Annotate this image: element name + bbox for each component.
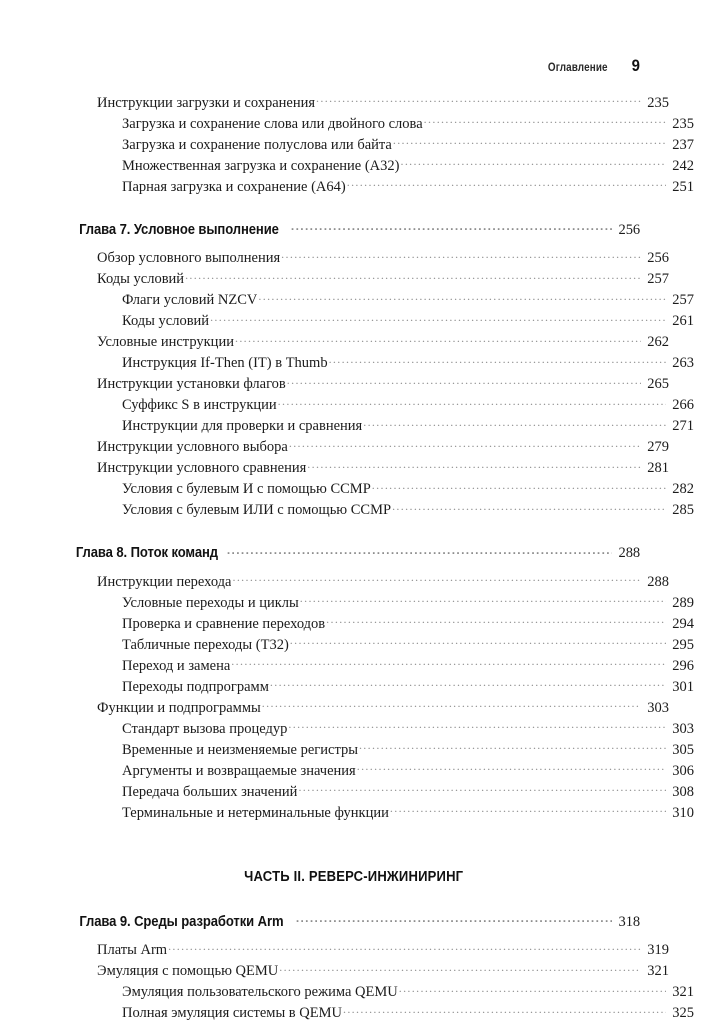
toc-subsection-entry[interactable] bbox=[122, 353, 694, 374]
toc-subsection-entry-page-number: 266 bbox=[672, 397, 694, 413]
toc-subsection-entry-page-number: 305 bbox=[672, 741, 694, 758]
toc-subsection-entry-page-number: 261 bbox=[672, 313, 694, 329]
dot-leader bbox=[291, 219, 612, 234]
toc-subsection-entry[interactable] bbox=[122, 739, 694, 760]
toc-subsection-entry-title: Передача больших значений bbox=[122, 783, 298, 800]
part-heading bbox=[68, 869, 640, 885]
toc-subsection-entry-title: Инструкции для проверки и сравнения bbox=[122, 418, 363, 434]
toc-subsection-entry[interactable] bbox=[122, 155, 694, 176]
toc-subsection-entry-title: Табличные переходы (T32) bbox=[122, 636, 289, 653]
toc-section-entry-title: Коды условий bbox=[97, 271, 185, 287]
toc-subsection-entry-page-number: 251 bbox=[672, 178, 694, 195]
toc-subsection-entry[interactable] bbox=[122, 416, 694, 437]
dot-leader bbox=[393, 134, 666, 149]
toc-subsection-entry-title: Условные переходы и циклы bbox=[122, 594, 299, 611]
toc-chapter-entry[interactable] bbox=[68, 543, 640, 563]
dot-leader bbox=[278, 395, 666, 410]
toc-subsection-entry-title: Полная эмуляция системы в QEMU bbox=[122, 1005, 342, 1021]
toc-subsection-entry[interactable] bbox=[122, 760, 694, 781]
dot-leader bbox=[258, 290, 666, 305]
toc-section-entry-page-number: 321 bbox=[647, 963, 669, 979]
chapter-group bbox=[68, 911, 694, 1024]
toc-subsection-entry[interactable] bbox=[122, 290, 694, 311]
dot-leader bbox=[307, 458, 641, 473]
toc-section-entry[interactable] bbox=[97, 458, 669, 479]
dot-leader bbox=[185, 269, 641, 284]
dot-leader bbox=[262, 697, 641, 712]
dot-leader bbox=[392, 500, 666, 515]
toc-subsection-entry-title: Терминальные и нетерминальные функции bbox=[122, 804, 389, 821]
running-head-label: Оглавление bbox=[547, 62, 608, 74]
toc-subsection-entry-title: Условия с булевым ИЛИ с помощью CCMP bbox=[122, 502, 392, 518]
toc-subsection-entry-title: Эмуляция пользовательского режима QEMU bbox=[122, 984, 398, 1000]
dot-leader bbox=[231, 655, 666, 670]
toc-section-entry[interactable] bbox=[97, 92, 669, 113]
toc-section-entry-title: Обзор условного выполнения bbox=[97, 250, 281, 266]
toc-subsection-entry-title: Суффикс S в инструкции bbox=[122, 397, 277, 413]
toc-subsection-entry[interactable] bbox=[122, 134, 694, 155]
toc-section-entry-page-number: 319 bbox=[647, 942, 669, 958]
toc-subsection-entry-page-number: 301 bbox=[672, 678, 694, 695]
dot-leader bbox=[270, 676, 666, 691]
toc-section-entry-page-number: 279 bbox=[647, 439, 669, 455]
toc-subsection-entry-page-number: 242 bbox=[672, 157, 694, 174]
toc-subsection-entry[interactable] bbox=[122, 311, 694, 332]
table-of-contents bbox=[68, 92, 694, 1024]
dot-leader bbox=[399, 982, 666, 997]
dot-leader bbox=[281, 248, 641, 263]
dot-leader bbox=[359, 739, 666, 754]
part-heading-label: ЧАСТЬ II. РЕВЕРС-ИНЖИНИРИНГ bbox=[244, 869, 464, 885]
toc-subsection-entry-title: Временные и неизменяемые регистры bbox=[122, 741, 358, 758]
dot-leader bbox=[300, 592, 666, 607]
toc-section-entry[interactable] bbox=[97, 248, 669, 269]
toc-subsection-entry-title: Проверка и сравнение переходов bbox=[122, 615, 326, 632]
toc-subsection-entry-title: Загрузка и сохранение слова или двойного слова bbox=[122, 115, 423, 132]
dot-leader bbox=[288, 718, 666, 733]
toc-chapter-entry-page-number: 318 bbox=[618, 913, 640, 930]
toc-chapter-entry[interactable] bbox=[68, 911, 640, 931]
toc-subsection-entry-title: Коды условий bbox=[122, 313, 210, 329]
dot-leader bbox=[296, 911, 612, 926]
toc-subsection-entry-page-number: 285 bbox=[672, 502, 694, 518]
dot-leader bbox=[289, 437, 641, 452]
toc-subsection-entry-title: Условия с булевым И с помощью CCMP bbox=[122, 481, 371, 497]
toc-subsection-entry-page-number: 263 bbox=[672, 355, 694, 371]
toc-subsection-entry-page-number: 271 bbox=[672, 418, 694, 434]
page-folio-number: 9 bbox=[631, 56, 640, 75]
toc-section-entry[interactable] bbox=[97, 571, 669, 592]
toc-subsection-entry[interactable] bbox=[122, 395, 694, 416]
toc-section-entry-page-number: 281 bbox=[647, 460, 669, 476]
toc-chapter-entry-title: Глава 7. Условное выполнение bbox=[79, 221, 279, 238]
toc-section-entry-title: Условные инструкции bbox=[97, 334, 234, 350]
toc-chapter-entry-title: Глава 9. Среды разработки Arm bbox=[79, 913, 284, 930]
toc-subsection-entry-page-number: 296 bbox=[672, 657, 694, 674]
toc-subsection-entry-title: Множественная загрузка и сохранение (A32) bbox=[122, 157, 400, 174]
dot-leader bbox=[227, 543, 612, 558]
toc-section-entry[interactable] bbox=[97, 697, 669, 718]
toc-subsection-entry-title: Аргументы и возвращаемые значения bbox=[122, 762, 356, 779]
dot-leader bbox=[290, 634, 666, 649]
dot-leader bbox=[343, 1003, 666, 1018]
toc-chapter-entry-page-number: 288 bbox=[618, 545, 640, 561]
toc-section-entry-page-number: 262 bbox=[647, 334, 669, 350]
dot-leader bbox=[357, 760, 666, 775]
toc-subsection-entry-page-number: 310 bbox=[672, 804, 694, 821]
dot-leader bbox=[298, 781, 666, 796]
toc-section-entry[interactable] bbox=[97, 437, 669, 458]
chapter-group bbox=[68, 543, 694, 824]
dot-leader bbox=[372, 479, 666, 494]
toc-section-entry-title: Платы Arm bbox=[97, 942, 168, 958]
toc-subsection-entry-title: Парная загрузка и сохранение (A64) bbox=[122, 178, 346, 195]
toc-subsection-entry-title: Загрузка и сохранение полуслова или байта bbox=[122, 136, 392, 153]
dot-leader bbox=[424, 113, 666, 128]
dot-leader bbox=[287, 374, 641, 389]
toc-subsection-entry-page-number: 325 bbox=[672, 1005, 694, 1021]
toc-section-entry-title: Функции и подпрограммы bbox=[97, 699, 261, 716]
toc-subsection-entry-page-number: 321 bbox=[672, 984, 694, 1000]
toc-subsection-entry-page-number: 282 bbox=[672, 481, 694, 497]
toc-subsection-entry-title: Переходы подпрограмм bbox=[122, 678, 269, 695]
toc-subsection-entry-title: Переход и замена bbox=[122, 657, 231, 674]
toc-section-entry-title: Инструкции перехода bbox=[97, 573, 232, 590]
toc-section-entry-page-number: 288 bbox=[647, 573, 669, 590]
dot-leader bbox=[232, 571, 641, 586]
toc-section-entry-title: Инструкции условного сравнения bbox=[97, 460, 307, 476]
toc-subsection-entry[interactable] bbox=[122, 479, 694, 500]
toc-subsection-entry[interactable] bbox=[122, 113, 694, 134]
toc-subsection-entry-page-number: 294 bbox=[672, 615, 694, 632]
toc-subsection-entry[interactable] bbox=[122, 500, 694, 521]
toc-subsection-entry-page-number: 303 bbox=[672, 720, 694, 737]
toc-subsection-entry[interactable] bbox=[122, 802, 694, 823]
dot-leader bbox=[316, 92, 641, 107]
dot-leader bbox=[400, 155, 666, 170]
toc-section-entry-page-number: 303 bbox=[647, 699, 669, 716]
toc-section-entry[interactable] bbox=[97, 961, 669, 982]
toc-subsection-entry[interactable] bbox=[122, 655, 694, 676]
dot-leader bbox=[329, 353, 666, 368]
toc-section-entry-title: Инструкции установки флагов bbox=[97, 376, 286, 392]
chapter-group bbox=[68, 219, 694, 521]
dot-leader bbox=[326, 613, 666, 628]
toc-section-entry[interactable] bbox=[97, 332, 669, 353]
toc-subsection-entry-page-number: 237 bbox=[672, 136, 694, 153]
toc-chapter-entry-title: Глава 8. Поток команд bbox=[75, 545, 218, 561]
toc-section-entry-title: Эмуляция с помощью QEMU bbox=[97, 963, 279, 979]
toc-section-entry-page-number: 257 bbox=[647, 271, 669, 287]
toc-section-entry-page-number: 256 bbox=[647, 250, 669, 266]
dot-leader bbox=[168, 940, 641, 955]
toc-subsection-entry[interactable] bbox=[122, 718, 694, 739]
toc-subsection-entry[interactable] bbox=[122, 634, 694, 655]
toc-subsection-entry[interactable] bbox=[122, 676, 694, 697]
toc-section-entry-title: Инструкции условного выбора bbox=[97, 439, 288, 455]
toc-subsection-entry-page-number: 308 bbox=[672, 783, 694, 800]
section-group bbox=[68, 92, 694, 197]
toc-chapter-entry[interactable] bbox=[68, 219, 640, 239]
toc-subsection-entry[interactable] bbox=[122, 1003, 694, 1024]
dot-leader bbox=[279, 961, 641, 976]
toc-section-entry-page-number: 265 bbox=[647, 376, 669, 392]
toc-chapter-entry-page-number: 256 bbox=[618, 221, 640, 238]
toc-subsection-entry-title: Стандарт вызова процедур bbox=[122, 720, 288, 737]
toc-subsection-entry[interactable] bbox=[122, 982, 694, 1003]
toc-section-entry-page-number: 235 bbox=[647, 94, 669, 111]
dot-leader bbox=[390, 802, 666, 817]
toc-subsection-entry[interactable] bbox=[122, 781, 694, 802]
dot-leader bbox=[363, 416, 666, 431]
toc-subsection-entry[interactable] bbox=[122, 613, 694, 634]
toc-subsection-entry-page-number: 235 bbox=[672, 115, 694, 132]
dot-leader bbox=[210, 311, 666, 326]
toc-subsection-entry-title: Флаги условий NZCV bbox=[122, 292, 258, 308]
toc-section-entry[interactable] bbox=[97, 940, 669, 961]
toc-subsection-entry[interactable] bbox=[122, 592, 694, 613]
toc-section-entry-title: Инструкции загрузки и сохранения bbox=[97, 94, 316, 111]
toc-subsection-entry-page-number: 257 bbox=[672, 292, 694, 308]
toc-subsection-entry-page-number: 289 bbox=[672, 594, 694, 611]
toc-section-entry[interactable] bbox=[97, 374, 669, 395]
toc-subsection-entry[interactable] bbox=[122, 176, 694, 197]
toc-subsection-entry-page-number: 295 bbox=[672, 636, 694, 653]
dot-leader bbox=[347, 176, 666, 191]
toc-subsection-entry-title: Инструкция If-Then (IT) в Thumb bbox=[122, 355, 328, 371]
dot-leader bbox=[235, 332, 641, 347]
toc-section-entry[interactable] bbox=[97, 269, 669, 290]
running-head bbox=[543, 56, 640, 76]
toc-subsection-entry-page-number: 306 bbox=[672, 762, 694, 779]
